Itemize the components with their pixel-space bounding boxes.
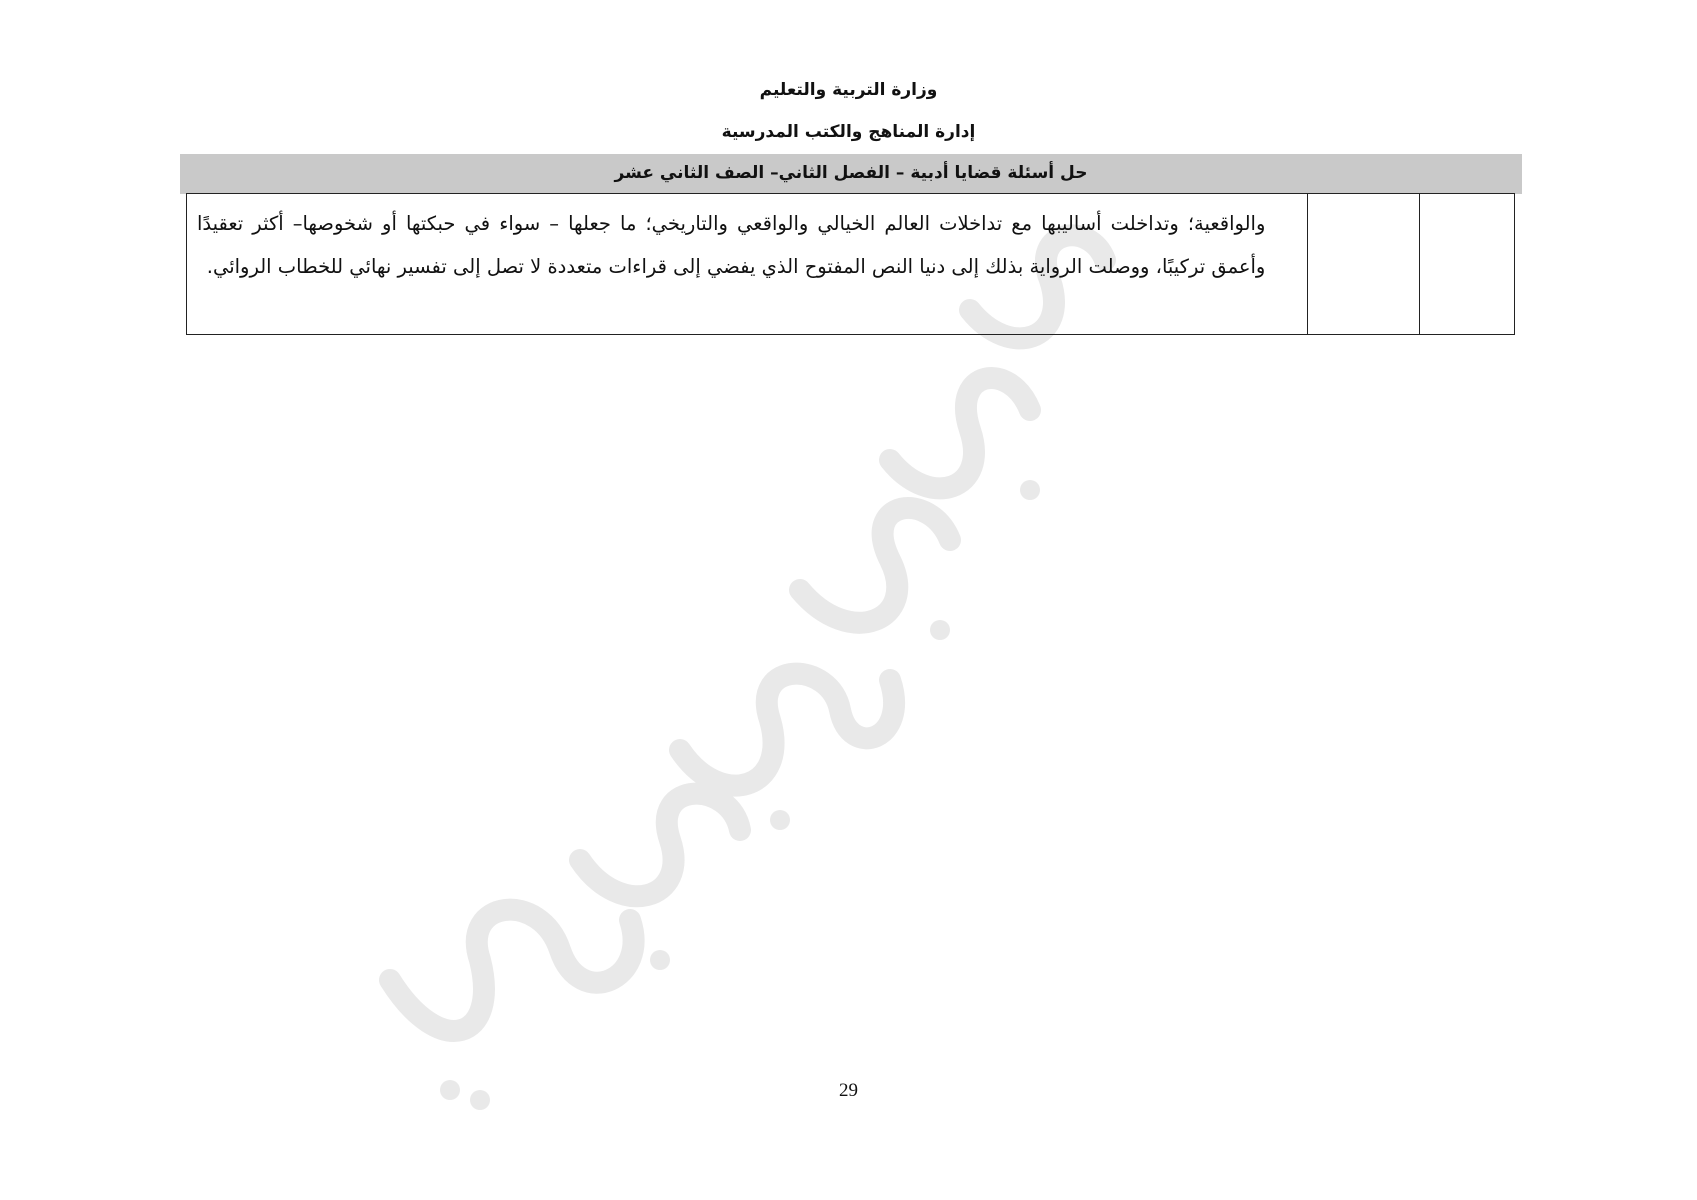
answers-table bbox=[186, 193, 1515, 335]
table-cell-middle bbox=[1308, 194, 1420, 335]
table-row bbox=[187, 194, 1515, 335]
department-heading: إدارة المناهج والكتب المدرسية bbox=[721, 122, 976, 142]
document-title-bar bbox=[180, 154, 1522, 194]
answer-cell bbox=[187, 194, 1308, 335]
ministry-heading: وزارة التربية والتعليم bbox=[759, 80, 938, 100]
document-title: حل أسئلة قضايا أدبية – الفصل الثاني– الصف الثاني عشر bbox=[614, 163, 1088, 183]
page-number: 29 bbox=[839, 1080, 858, 1101]
table-cell-right bbox=[1420, 194, 1515, 335]
answer-text: والواقعية؛ وتداخلت أساليبها مع تداخلات العالم الخيالي والواقعي والتاريخي؛ ما جعلها – سواء في حبكتها أو شخوصها– أكثر تعقيدًا وأعمق تركيبًا، ووصلت الرواية بذلك إلى دنيا النص المفتوح الذي يفضي إلى قراءات متعددة لا تصل إلى تفسير نهائي للخطاب الروائي. bbox=[197, 212, 1266, 278]
